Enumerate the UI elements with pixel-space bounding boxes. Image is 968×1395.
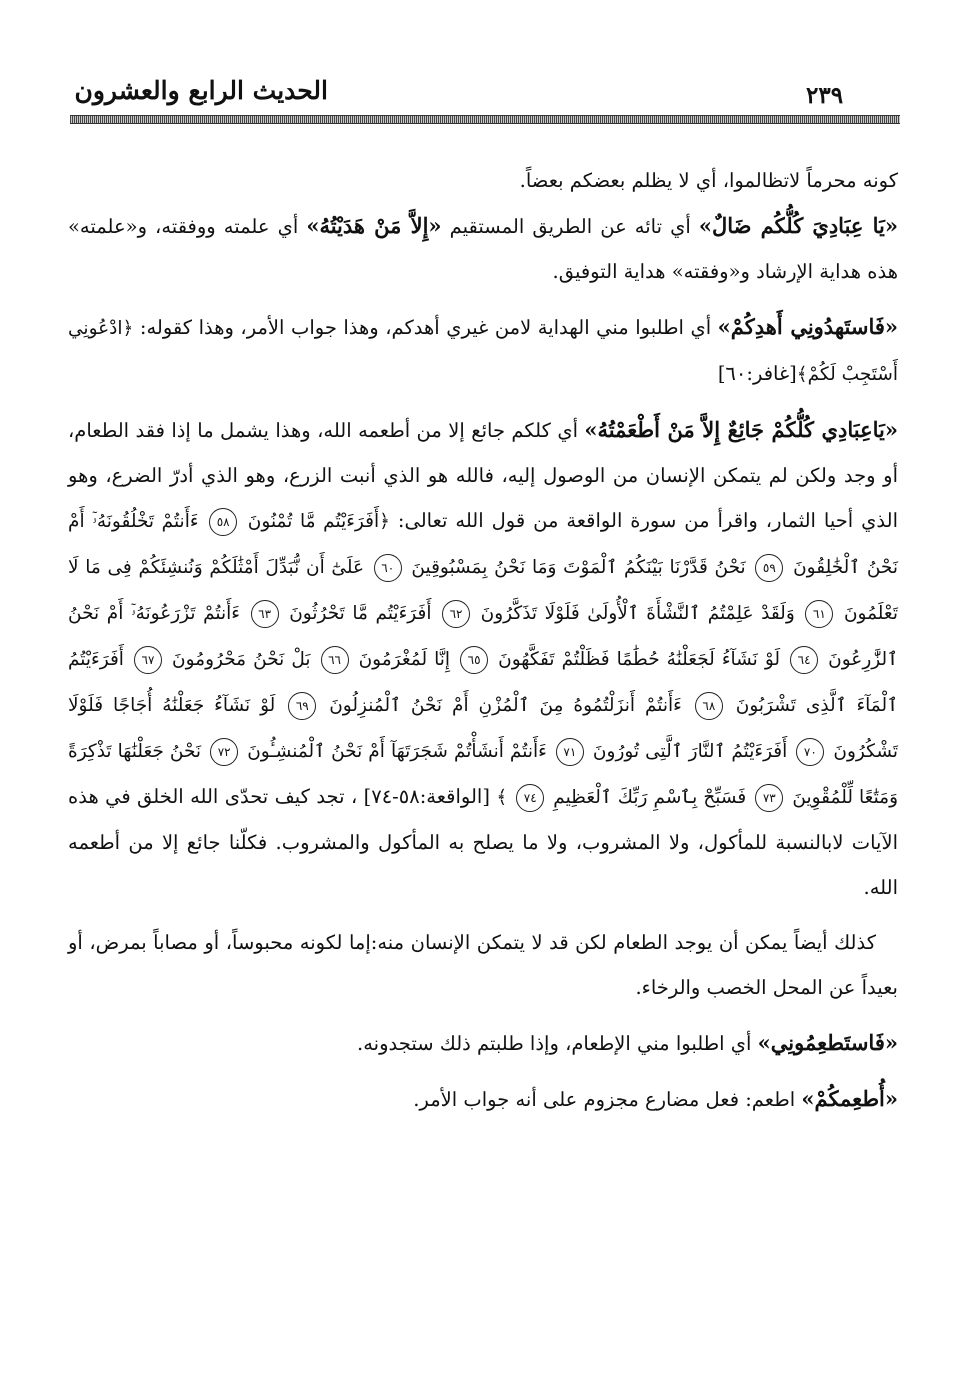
verse-text: عَلَىٰٓ أَن نُّبَدِّلَ أَمْثَٰلَكُمْ وَنُنشِئَكُمْ فِى مَا لَا تَعْلَمُونَ [68, 557, 898, 624]
verse-text: وَلَقَدْ عَلِمْتُمُ ٱلنَّشْأَةَ ٱلْأُولَىٰ فَلَوْلَا تَذَكَّرُونَ [473, 603, 795, 624]
ayah-number-marker: ٦٥ [460, 646, 488, 674]
paragraph-text: أي كلكم جائع إلا من أطعمه الله، وهذا يشمل ما إذا فقد الطعام، أو وجد ولكن لم يتمكن الإنسان من الوصول إليه، فالله هو الذي أنبت الزرع، وهو الذي أدرّ الضرع، وهو الذي أحيا الثمار، واقرأ من سورة الواقعة من قول الله تعالى: [68, 419, 899, 532]
paragraph-text: أي اطلبوا مني الإطعام، وإذا طلبتم ذلك ستجدونه. [357, 1032, 758, 1055]
verse-text: ءَأَنتُمْ أَنشَأْتُمْ شَجَرَتَهَآ أَمْ نَحْنُ ٱلْمُنشِـُٔونَ [241, 741, 547, 762]
ayah-number-marker: ٦٣ [251, 600, 279, 628]
paragraph-text: اطعم: فعل مضارع مجزوم على أنه جواب الأمر. [413, 1088, 802, 1111]
hadith-quote: «أُطعِمكُمْ» [801, 1086, 898, 1111]
paragraph-3 [68, 304, 898, 397]
verse-text: ءَأَنتُمْ تَزْرَعُونَهُۥٓ أَمْ نَحْنُ ٱلزَّٰرِعُونَ [68, 603, 898, 670]
paragraph-text: أي تائه عن الطريق المستقيم [441, 215, 699, 238]
verse-text: لَوْ نَشَآءُ جَعَلْنَٰهُ أُجَاجًا فَلَوْلَا تَشْكُرُونَ [68, 695, 899, 762]
verse-text: نَحْنُ جَعَلْنَٰهَا تَذْكِرَةً وَمَتَٰعًا لِّلْمُقْوِينَ [68, 741, 899, 808]
verse-close-bracket: ﴾ [496, 787, 508, 808]
ayah-number-marker: ٦٢ [442, 600, 470, 628]
paragraph-7 [68, 1076, 898, 1122]
paragraph-text: أي اطلبوا مني الهداية لامن غيري أهدكم، وهذا جواب الأمر، وهذا كقوله: [133, 316, 718, 339]
quran-verse: ﴿ادْعُونِي أَسْتَجِبْ لَكُمْ﴾ [68, 318, 898, 385]
verse-text: أَفَرَءَيْتُم مَّا تَحْرُثُونَ [281, 603, 432, 624]
ayah-number-marker: ٦٨ [695, 692, 723, 720]
ayah-number-marker: ٧٤ [516, 784, 544, 812]
paragraph-text: كونه محرماً لاتظالموا، أي لا يظلم بعضكم بعضاً. [519, 169, 898, 192]
quran-verse-block [68, 511, 898, 808]
hadith-quote: «فَاستَطعِمُونِي» [757, 1030, 898, 1055]
verse-text: ءَأَنتُمْ أَنزَلْتُمُوهُ مِنَ ٱلْمُزْنِ أَمْ نَحْنُ ٱلْمُنزِلُونَ [319, 695, 682, 716]
ayah-number-marker: ٦٦ [321, 646, 349, 674]
verse-text: أَفَرَءَيْتُمُ ٱلنَّارَ ٱلَّتِى تُورُونَ [586, 741, 788, 762]
hadith-quote: «فَاستَهدُونِي أَهدِكُمْ» [717, 314, 899, 339]
verse-text: ءَأَنتُمْ تَخْلُقُونَهُۥٓ أَمْ نَحْنُ ٱلْخَٰلِقُونَ [68, 511, 898, 578]
running-title: الحديث الرابع والعشرون [74, 76, 328, 105]
hadith-quote: «يَاعِبَادِي كُلُّكُمْ جَائِعٌ إِلاَّ مَنْ أَطْعَمْتُهُ» [584, 417, 898, 442]
ayah-number-marker: ٦٤ [790, 646, 818, 674]
ayah-number-marker: ٦٧ [134, 646, 162, 674]
verse-citation: [غافر:٦٠] [717, 362, 797, 385]
ayah-number-marker: ٧٣ [755, 784, 783, 812]
ayah-number-marker: ٧٢ [210, 738, 238, 766]
verse-text: إِنَّا لَمُغْرَمُونَ [351, 649, 451, 670]
hadith-quote: «إِلاَّ مَنْ هَدَيْتُهُ» [306, 213, 442, 238]
hadith-quote: «يَا عِبَادِيَ كُلُّكُم ضَالٌ» [698, 213, 899, 238]
paragraph-text: أي علمته ووفقته، و«علمته» هذه هداية الإرشاد و«وفقته» هداية التوفيق. [68, 215, 898, 283]
paragraph-2 [68, 203, 898, 294]
paragraph-6 [68, 1020, 898, 1066]
ayah-number-marker: ٦٠ [374, 554, 402, 582]
verse-text: فَسَبِّحْ بِٱسْمِ رَبِّكَ ٱلْعَظِيمِ [547, 787, 747, 808]
paragraph-4 [68, 407, 898, 910]
verse-text: ﴿أَفَرَءَيْتُم مَّا تُمْنُونَ [240, 511, 390, 532]
ayah-number-marker: ٦١ [805, 600, 833, 628]
paragraph-1 [68, 158, 898, 203]
ayah-number-marker: ٧١ [556, 738, 584, 766]
paragraph-5 [68, 920, 898, 1010]
ayah-number-marker: ٦٩ [288, 692, 316, 720]
ayah-number-marker: ٥٩ [755, 554, 783, 582]
ayah-number-marker: ٥٨ [209, 508, 237, 536]
page-number: ٢٣٩ [806, 82, 844, 109]
verse-text: لَوْ نَشَآءُ لَجَعَلْنَٰهُ حُطَٰمًا فَظَلْتُمْ تَفَكَّهُونَ [491, 649, 781, 670]
header-rule [70, 115, 900, 124]
verse-text: نَحْنُ قَدَّرْنَا بَيْنَكُمُ ٱلْمَوْتَ وَمَا نَحْنُ بِمَسْبُوقِينَ [404, 557, 746, 578]
verse-text: أَفَرَءَيْتُمُ ٱلْمَآءَ ٱلَّذِى تَشْرَبُونَ [68, 649, 898, 716]
verse-text: بَلْ نَحْنُ مَحْرُومُونَ [164, 649, 311, 670]
paragraph-text: كذلك أيضاً يمكن أن يوجد الطعام لكن قد لا يتمكن الإنسان منه:إما لكونه محبوساً، أو مصاباً بمرض، أو بعيداً عن المحل الخصب والرخاء. [68, 931, 898, 999]
ayah-number-marker: ٧٠ [796, 738, 824, 766]
body-text [68, 158, 898, 1132]
paragraph-text: [الواقعة:٥٨-٧٤] ، تجد كيف تحدّى الله الخلق في هذه الآيات لابالنسبة للمأكول، ولا المشروب، ولا ما يصلح به المأكول والمشروب. فكلّنا جائع إلا من أطعمه الله. [68, 785, 898, 899]
